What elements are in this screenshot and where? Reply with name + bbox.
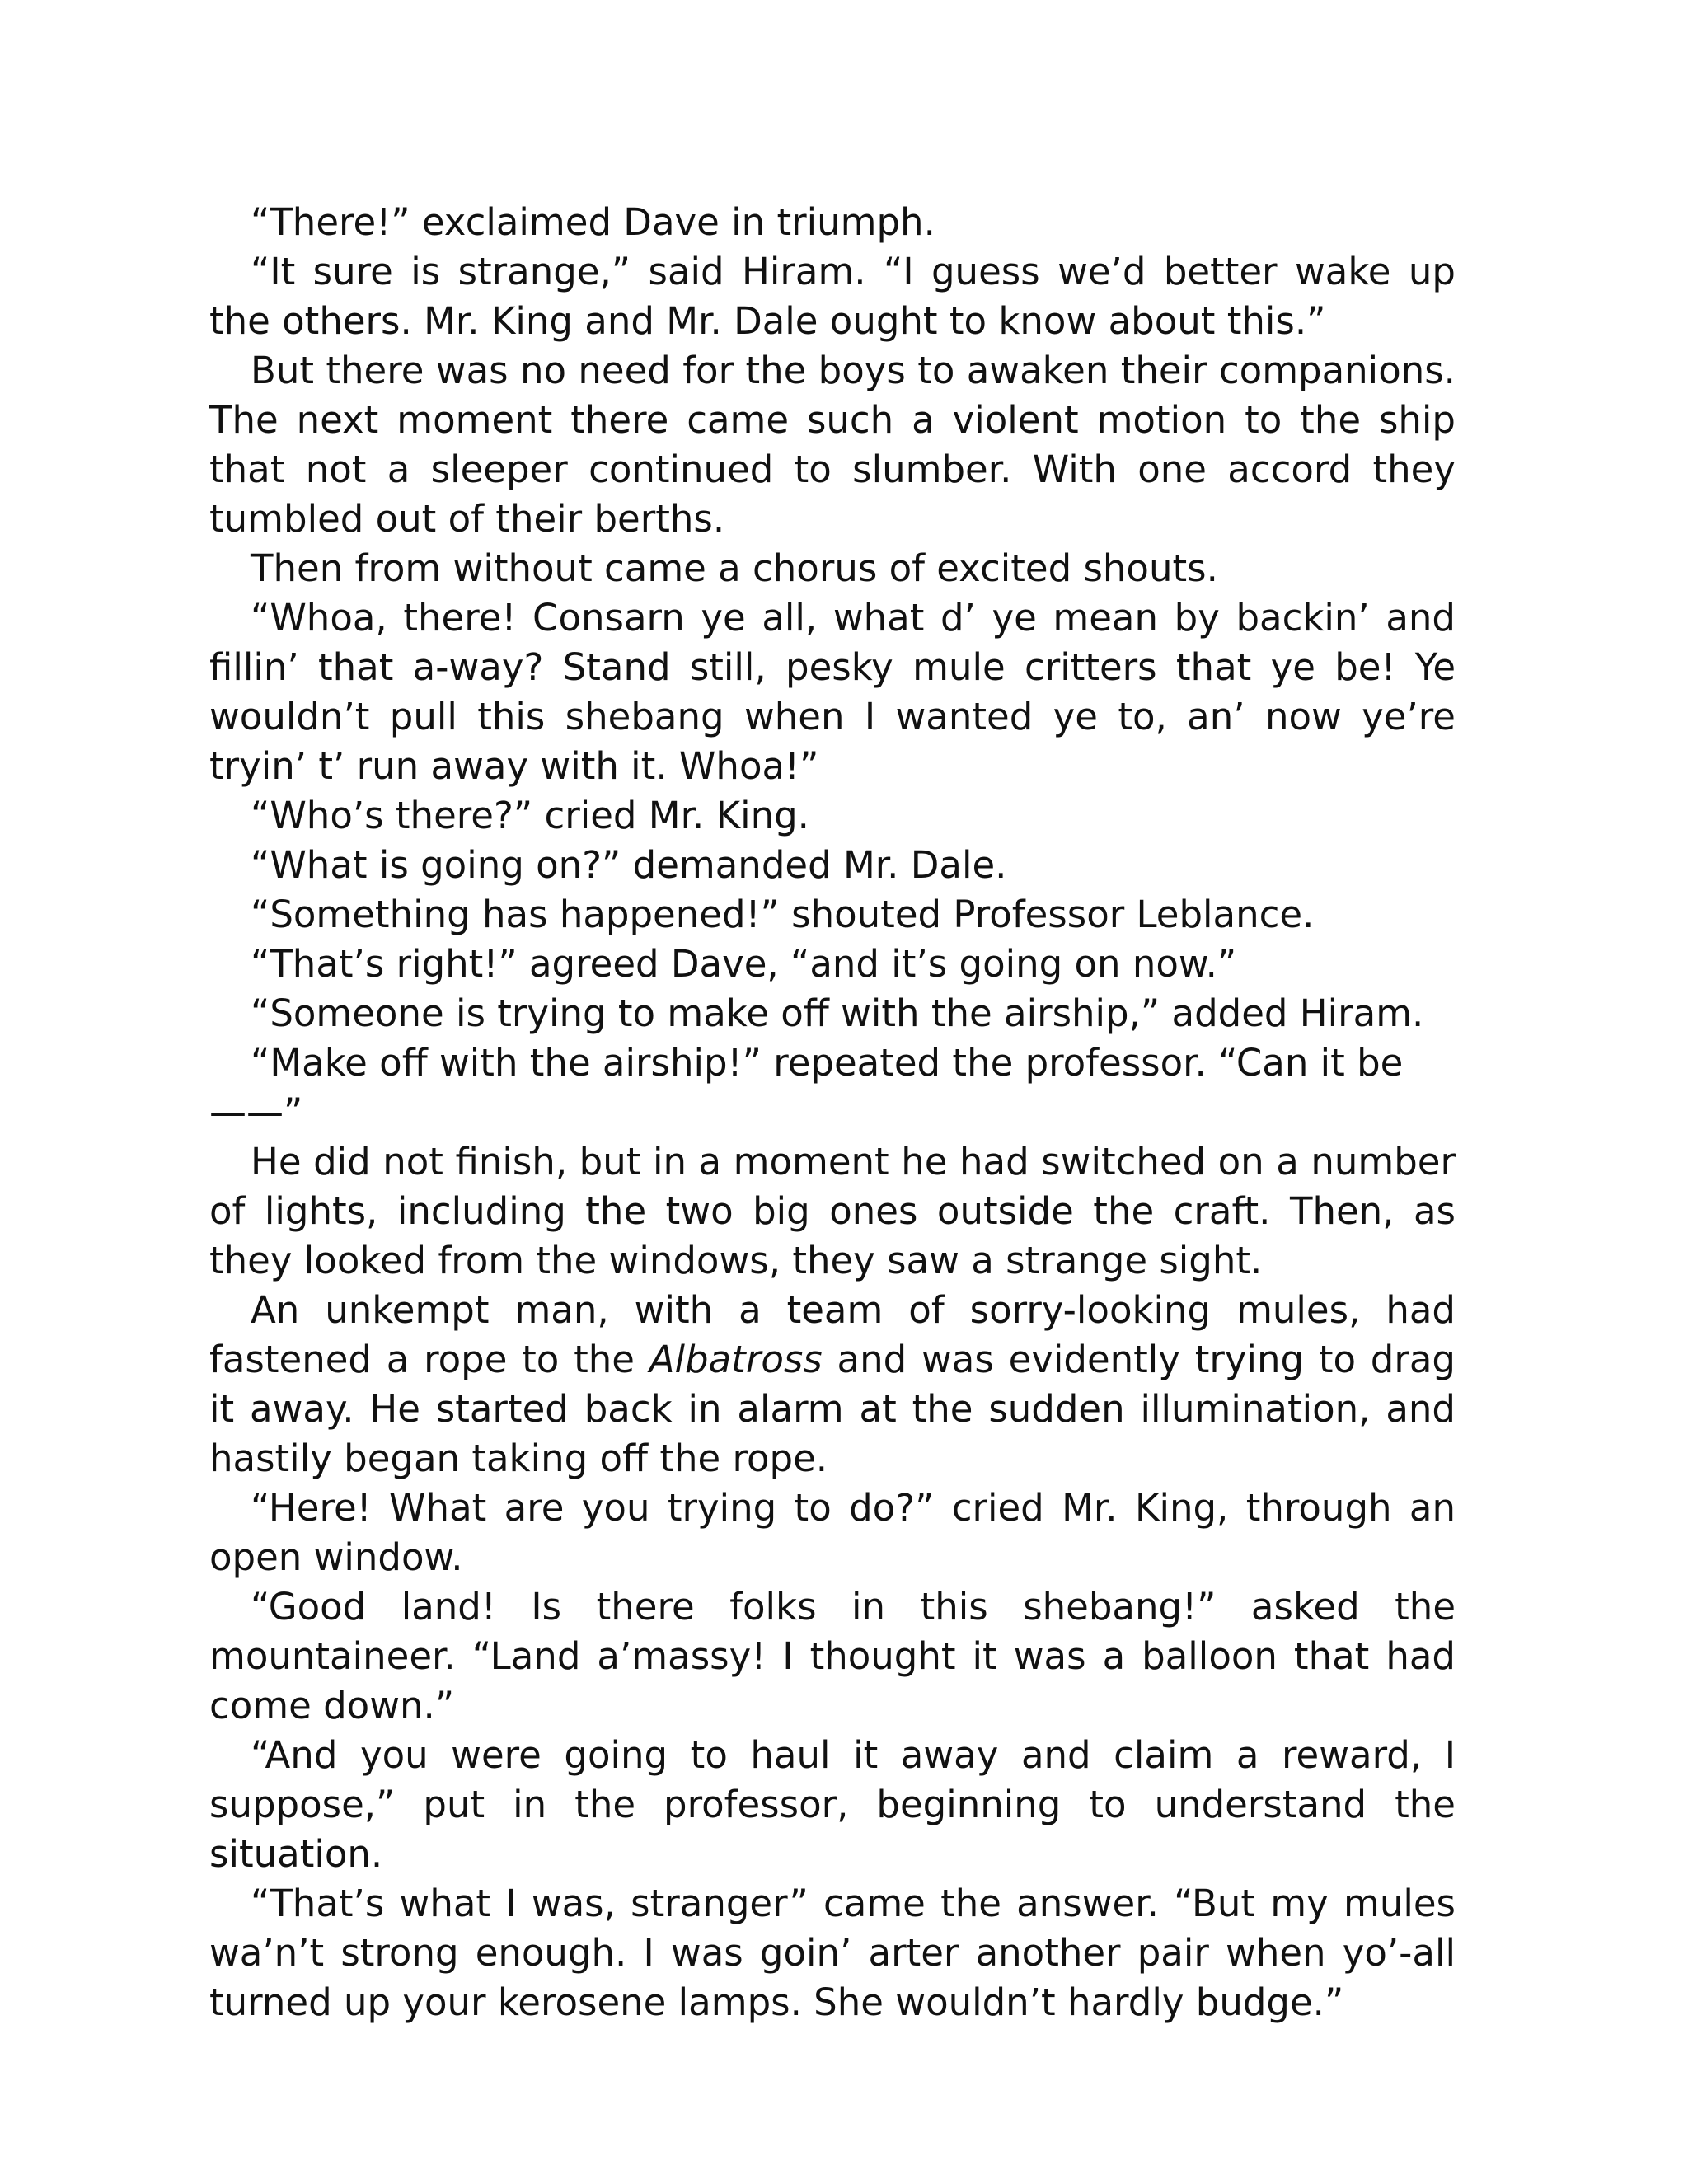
paragraph: “It sure is strange,” said Hiram. “I guess we’d better wake up the others. Mr. King and Mr. Dale ought to know about this.”	[209, 250, 1456, 343]
paragraph: But there was no need for the boys to awaken their companions. The next moment there came such a violent motion to the ship that not a sleeper continued to slumber. With one accord they tumbled out of their berths.	[209, 349, 1456, 541]
paragraph: “Here! What are you trying to do?” cried Mr. King, through an open window.	[209, 1486, 1456, 1579]
paragraph: “Make off with the airship!” repeated the professor. “Can it be——”	[209, 1041, 1404, 1134]
paragraph: “Whoa, there! Consarn ye all, what d’ ye mean by backin’ and fillin’ that a-way? Stand still, pesky mule critters that ye be! Ye wouldn’t pull this shebang when I wanted ye to, an’ now ye’re tryin’ t’ run away with it. Whoa!”	[209, 596, 1456, 788]
paragraph: “Who’s there?” cried Mr. King.	[251, 794, 809, 837]
paragraph	[209, 1286, 1456, 1483]
paragraph: Then from without came a chorus of excited shouts.	[251, 546, 1218, 590]
paragraph: “That’s what I was, stranger” came the answer. “But my mules wa’n’t strong enough. I was goin’ arter another pair when yo’-all turned up your kerosene lamps. She wouldn’t hardly budge.”	[209, 1882, 1456, 2024]
paragraph: “There!” exclaimed Dave in triumph.	[251, 200, 935, 244]
paragraph: “What is going on?” demanded Mr. Dale.	[251, 843, 1007, 887]
paragraph: He did not finish, but in a moment he had switched on a number of lights, including the two big ones outside the craft. Then, as they looked from the windows, they saw a strange sight.	[209, 1140, 1456, 1282]
paragraph: “Someone is trying to make off with the airship,” added Hiram.	[251, 991, 1424, 1035]
paragraph: “Good land! Is there folks in this shebang!” asked the mountaineer. “Land a’massy! I thought it was a balloon that had come down.”	[209, 1585, 1456, 1727]
page-body	[209, 198, 1456, 2027]
paragraph-text: An unkempt man, with a team of sorry-looking mules, had fastened a rope to the	[209, 1288, 1456, 1381]
paragraph: “That’s right!” agreed Dave, “and it’s going on now.”	[251, 942, 1237, 986]
paragraph: “Something has happened!” shouted Professor Leblance.	[251, 893, 1315, 936]
paragraph: “And you were going to haul it away and claim a reward, I suppose,” put in the professor, beginning to understand the situation.	[209, 1733, 1456, 1876]
paragraph-text: and was evidently trying to drag it away. He started back in alarm at the sudden illumination, and hastily began taking off the rope.	[209, 1338, 1456, 1480]
ship-name: Albatross	[649, 1338, 823, 1381]
